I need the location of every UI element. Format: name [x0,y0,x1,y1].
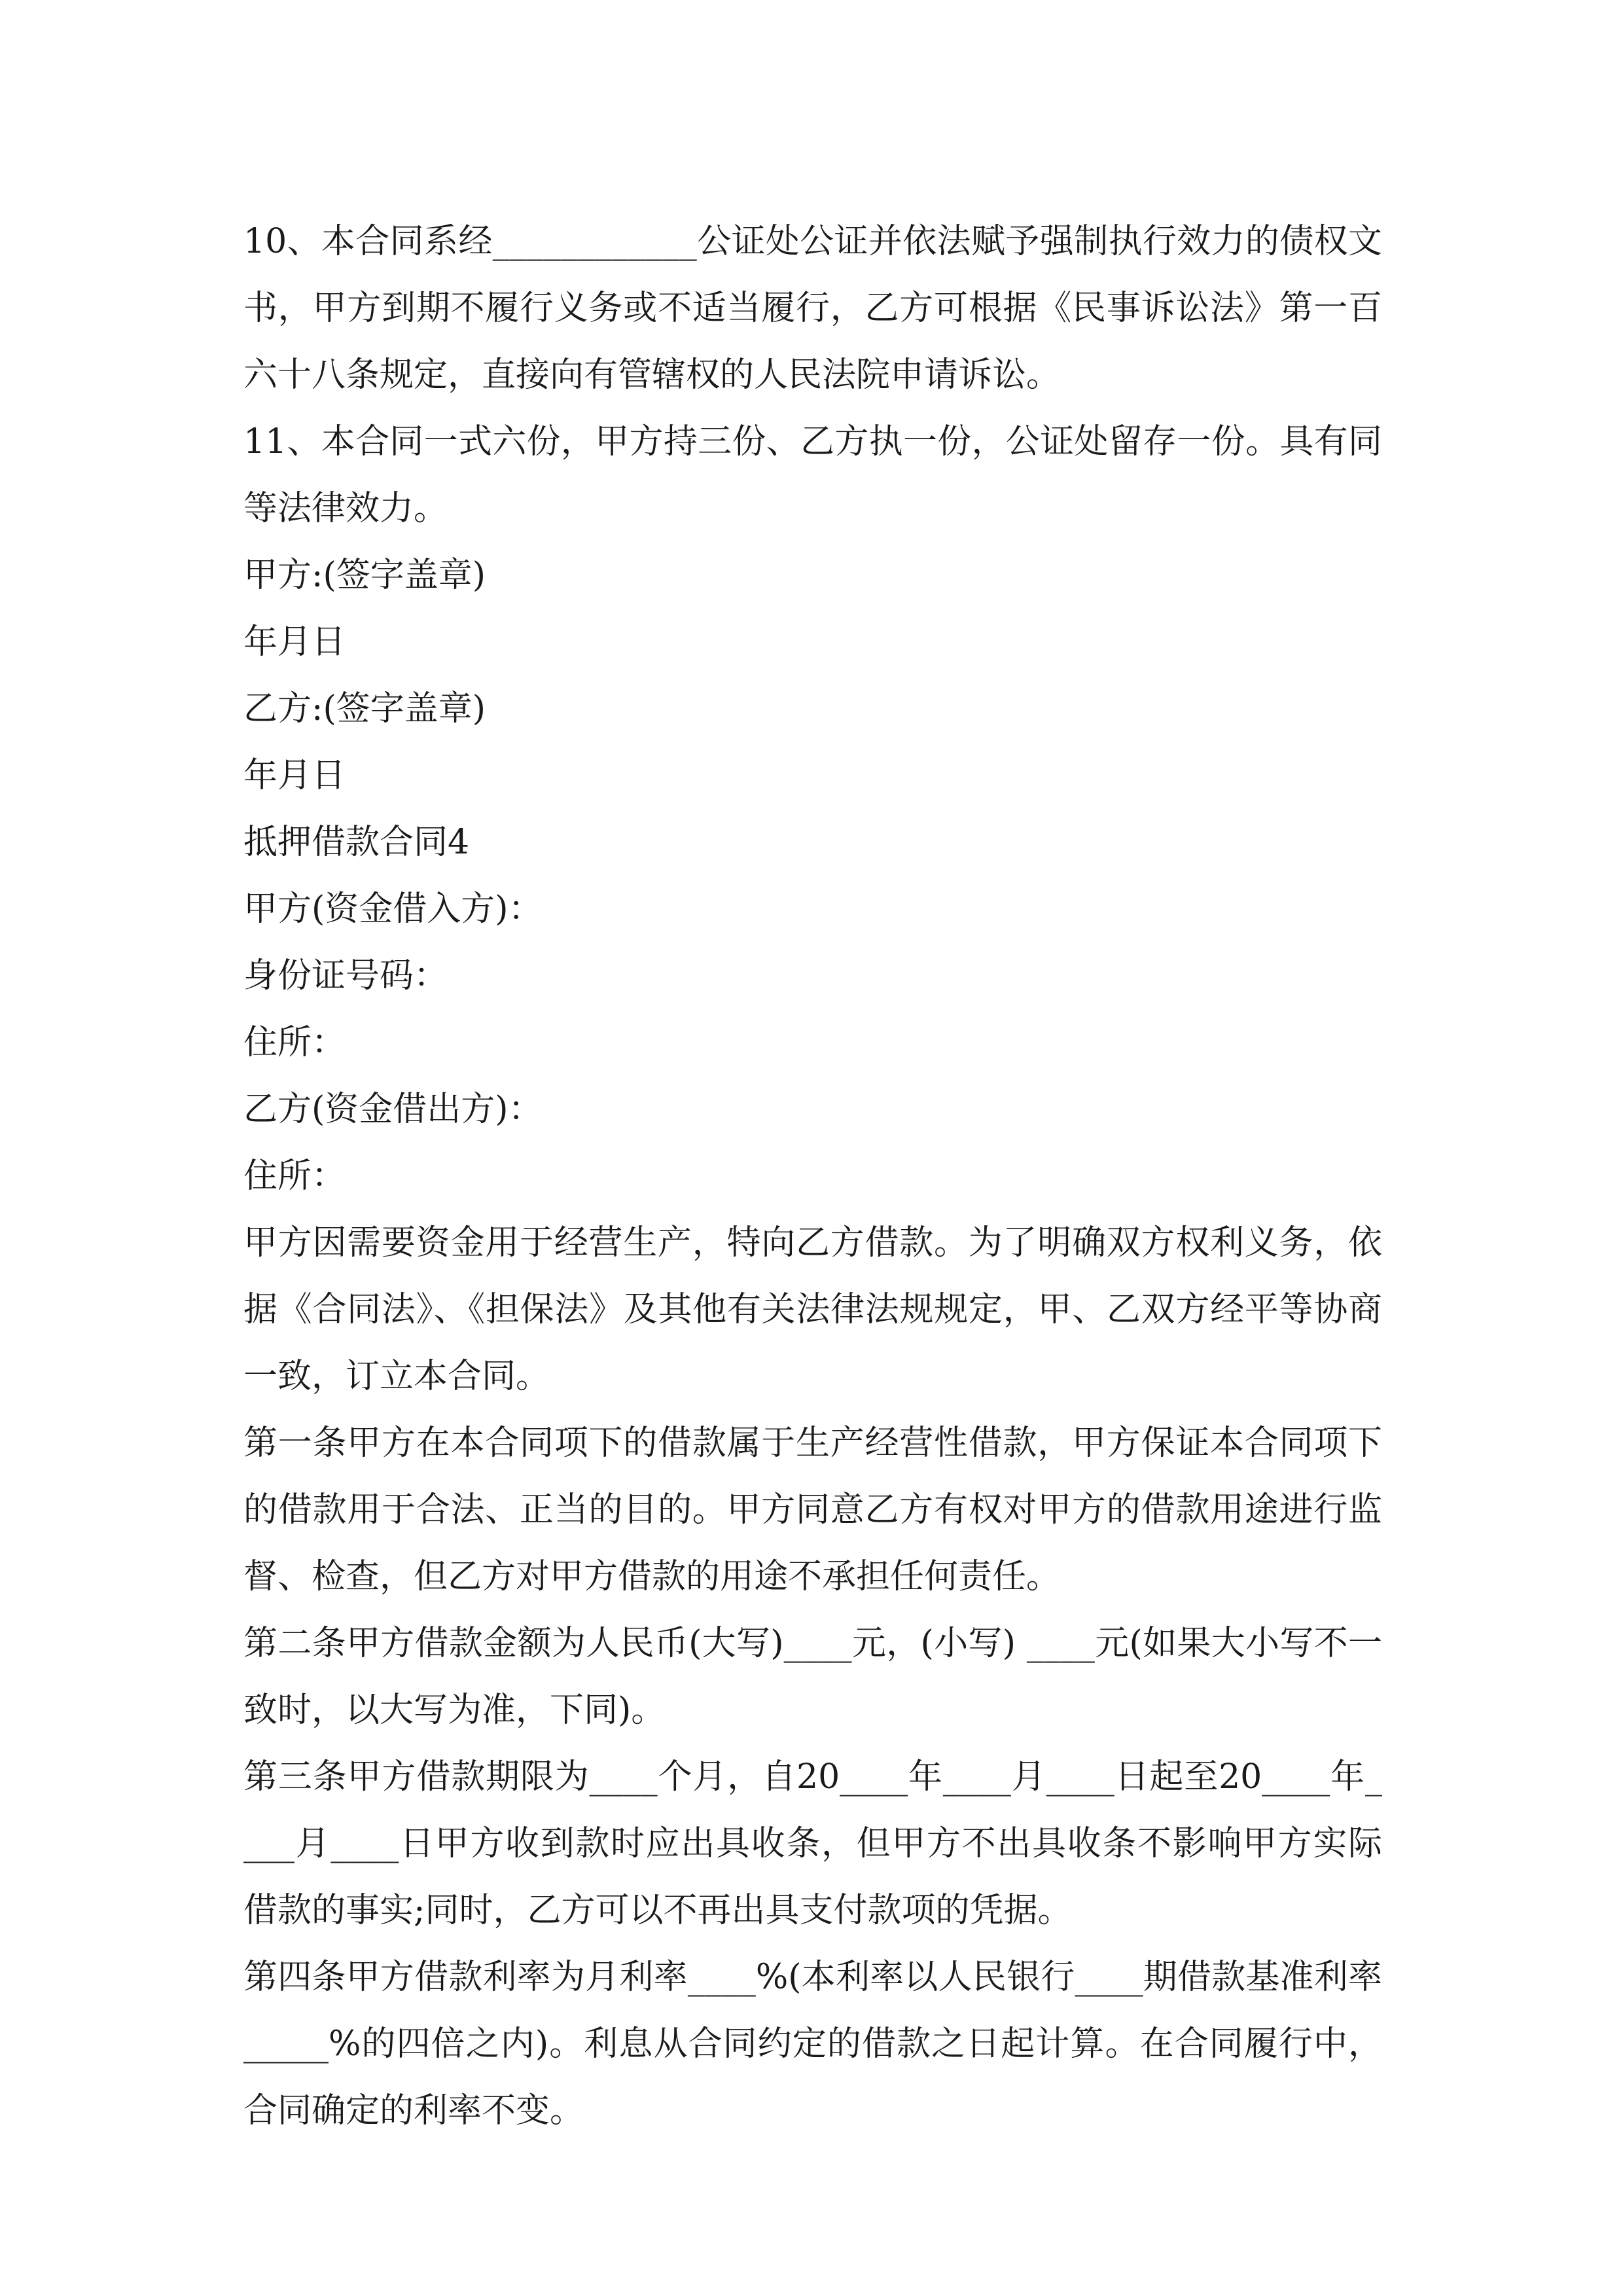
article-2-paragraph: 第二条甲方借款金额为人民币(大写)____元，(小写) ____元(如果大小写不一致时，以大写为准，下同)。 [243,1624,1382,1730]
party-b-signature-line: 乙方:(签字盖章) [243,689,486,728]
party-a-label: 甲方(资金借入方)： [243,889,543,929]
party-b-label: 乙方(资金借出方)： [243,1090,543,1129]
party-a-address-label: 住所： [243,1023,346,1062]
article-1-paragraph: 第一条甲方在本合同项下的借款属于生产经营性借款，甲方保证本合同项下的借款用于合法、正当的目的。甲方同意乙方有权对甲方的借款用途进行监督、检查，但乙方对甲方借款的用途不承担任何责任。 [243,1424,1382,1596]
id-number-label: 身份证号码： [243,956,448,996]
contract-title: 抵押借款合同4 [243,823,470,862]
party-a-date-line: 年月日 [243,622,346,662]
clause-11-paragraph: 11、本合同一式六份，甲方持三份、乙方执一份，公证处留存一份。具有同等法律效力。 [243,422,1382,528]
party-b-address-label: 住所： [243,1157,346,1196]
preamble-paragraph: 甲方因需要资金用于经营生产，特向乙方借款。为了明确双方权利义务，依据《合同法》、《担保法》及其他有关法律法规规定，甲、乙双方经平等协商一致，订立本合同。 [243,1223,1382,1396]
party-a-signature-line: 甲方:(签字盖章) [243,556,486,595]
clause-10-paragraph: 10、本合同系经____________公证处公证并依法赋予强制执行效力的债权文书，甲方到期不履行义务或不适当履行，乙方可根据《民事诉讼法》第一百六十八条规定，直接向有管辖权的人民法院申请诉讼。 [243,222,1382,395]
document-body [243,208,1382,2144]
party-b-date-line: 年月日 [243,756,346,795]
article-4-paragraph: 第四条甲方借款利率为月利率____%(本利率以人民银行____期借款基准利率_____%的四倍之内)。利息从合同约定的借款之日起计算。在合同履行中，合同确定的利率不变。 [243,1958,1382,2130]
article-3-paragraph: 第三条甲方借款期限为____个月，自20____年____月____日起至20____年____月____日甲方收到款时应出具收条，但甲方不出具收条不影响甲方实际借款的事实;同时，乙方可以不再出具支付款项的凭据。 [243,1757,1382,1930]
